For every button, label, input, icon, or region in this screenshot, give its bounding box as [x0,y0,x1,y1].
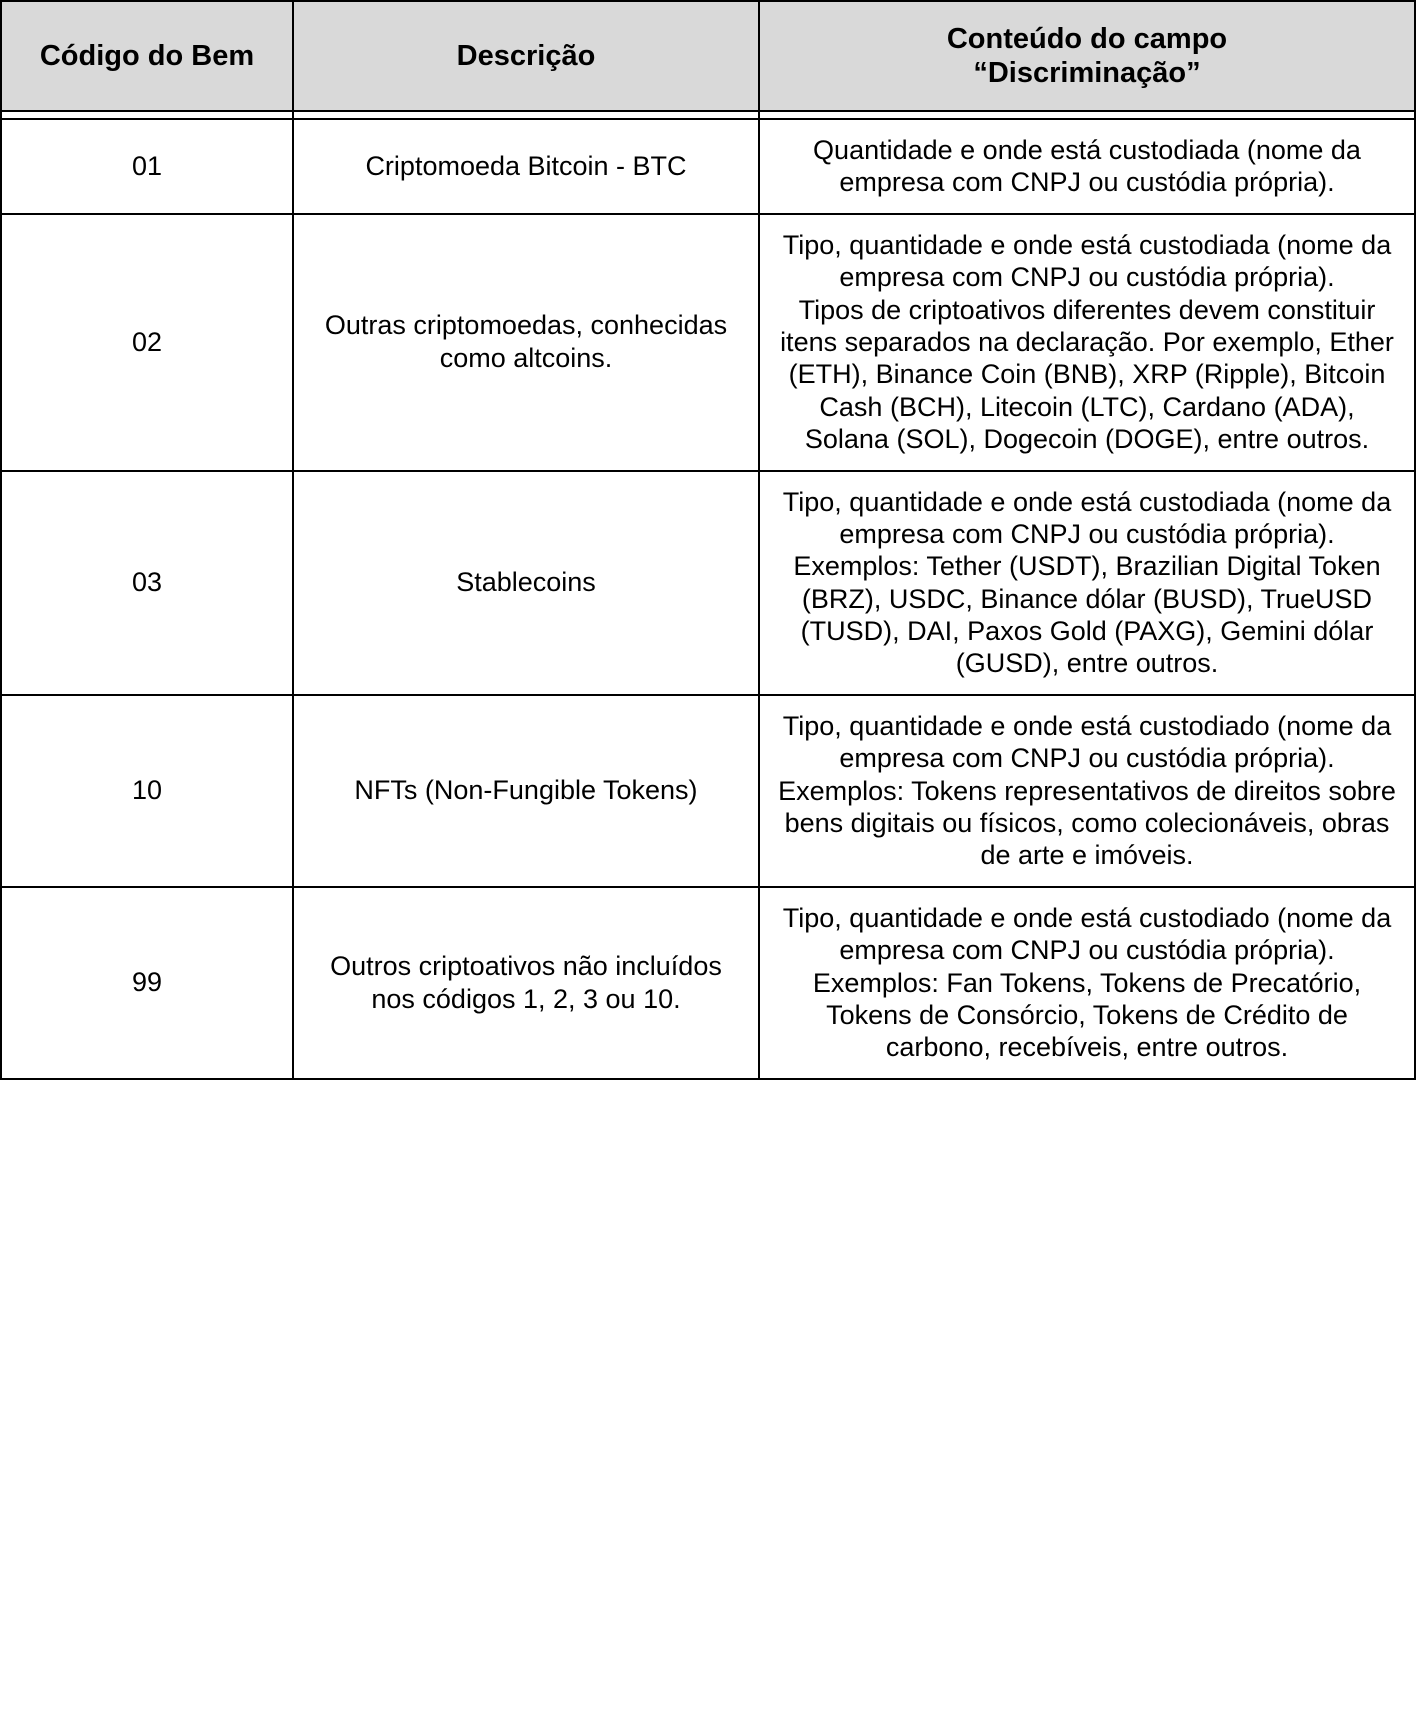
discrimination-paragraph: Tipo, quantidade e onde está custodiado (nome da empresa com CNPJ ou custódia própria). [782,710,1392,774]
cell-descricao: NFTs (Non-Fungible Tokens) [293,695,759,887]
cell-discriminacao [759,119,1415,214]
header-double-rule-cell-2 [293,111,759,119]
column-header-conteudo-discriminacao-line1: Conteúdo do campo [946,22,1228,55]
discrimination-paragraph: Tipo, quantidade e onde está custodiada (nome da empresa com CNPJ ou custódia própria). [782,486,1392,549]
discrimination-paragraph: Exemplos: Fan Tokens, Tokens de Precatório, Tokens de Consórcio, Tokens de Crédito de carbono, recebíveis, entre outros. [812,967,1362,1063]
cell-discriminacao [759,887,1415,1079]
cell-discriminacao [759,214,1415,471]
discrimination-paragraph: Exemplos: Tether (USDT), Brazilian Digital Token (BRZ), USDC, Binance dólar (BUSD), TrueUSD (TUSD), DAI, Paxos Gold (PAXG), Gemini dólar (GUSD), entre outros. [793,551,1381,679]
column-header-descricao [293,1,759,111]
cell-descricao: Outras criptomoedas, conhecidas como altcoins. [293,214,759,471]
cell-codigo-do-bem: 10 [1,695,293,887]
table-row [1,887,1415,1079]
table-row [1,471,1415,695]
header-double-rule [1,111,1415,119]
cell-codigo-do-bem: 01 [1,119,293,214]
cell-discriminacao [759,471,1415,695]
discrimination-paragraph: Exemplos: Tokens representativos de direitos sobre bens digitais ou físicos, como colecionáveis, obras de arte e imóveis. [778,775,1396,871]
column-header-descricao-label: Descrição [456,39,596,72]
column-header-codigo-do-bem [1,1,293,111]
cell-descricao: Outros criptoativos não incluídos nos códigos 1, 2, 3 ou 10. [293,887,759,1079]
cell-discriminacao [759,695,1415,887]
discrimination-paragraph: Tipos de criptoativos diferentes devem constituir itens separados na declaração. Por exemplo, Ether (ETH), Binance Coin (BNB), XRP (Ripple), Bitcoin Cash (BCH), Litecoin (LTC), Cardano (ADA), Solana (SOL), Dogecoin (DOGE), entre outros. [780,294,1394,455]
table-body [1,111,1415,1079]
column-header-codigo-do-bem-label: Código do Bem [39,39,255,72]
cell-codigo-do-bem: 02 [1,214,293,471]
table-row [1,119,1415,214]
table-row [1,214,1415,471]
table-header-row [1,1,1415,111]
cell-codigo-do-bem: 03 [1,471,293,695]
discrimination-paragraph: Tipo, quantidade e onde está custodiado (nome da empresa com CNPJ ou custódia própria). [782,902,1392,966]
header-double-rule-cell-3 [759,111,1415,119]
discrimination-paragraph: Quantidade e onde está custodiada (nome da empresa com CNPJ ou custódia própria). [813,135,1361,198]
table-header [1,1,1415,111]
header-double-rule-cell-1 [1,111,293,119]
cell-codigo-do-bem: 99 [1,887,293,1079]
cell-descricao: Criptomoeda Bitcoin - BTC [293,119,759,214]
column-header-conteudo-discriminacao-line2: “Discriminação” [973,57,1201,89]
column-header-conteudo-discriminacao [759,1,1415,111]
discrimination-paragraph: Tipo, quantidade e onde está custodiada (nome da empresa com CNPJ ou custódia própria). [782,229,1392,293]
cell-descricao: Stablecoins [293,471,759,695]
table-row [1,695,1415,887]
